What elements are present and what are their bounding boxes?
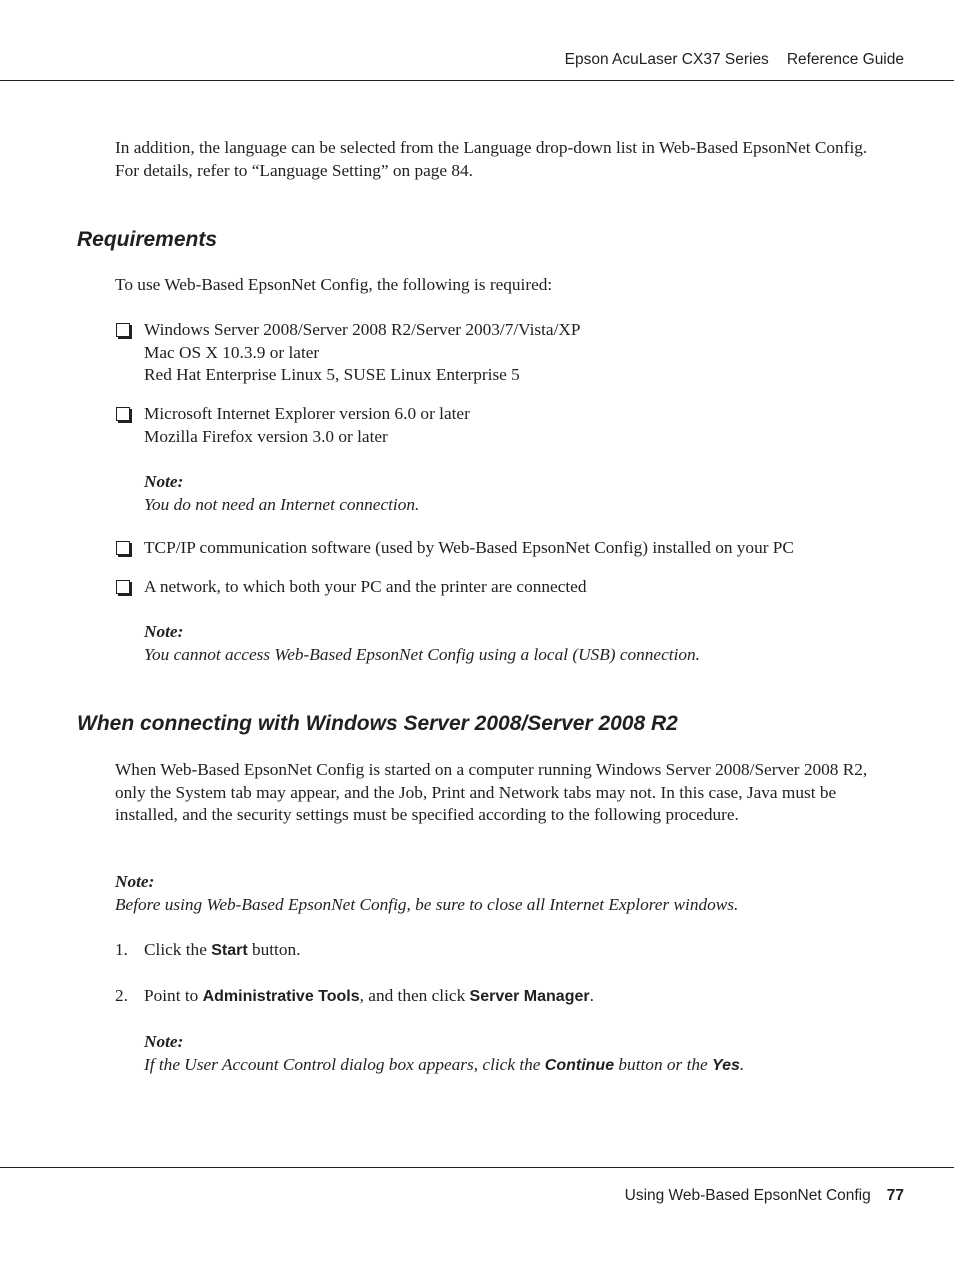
os-linux: Red Hat Enterprise Linux 5, SUSE Linux Enterprise 5 [144,365,520,384]
step-2-text [144,985,904,1009]
requirements-heading: Requirements [77,228,218,251]
footer-rule [0,1167,954,1168]
list-item: TCP/IP communication software (used by Web-Based EpsonNet Config) installed on your PC [144,538,794,557]
browser-firefox: Mozilla Firefox version 3.0 or later [144,426,388,446]
header-product: Epson AcuLaser CX37 Series [564,51,769,68]
step-text: button. [247,940,301,959]
note-text: You cannot access Web-Based EpsonNet Config using a local (USB) connection. [144,644,700,664]
list-item: A network, to which both your PC and the printer are connected [144,577,587,596]
checkbox-bullet-icon [116,580,130,594]
header-guide: Reference Guide [786,51,904,68]
running-header [565,51,904,69]
step-1-text [144,939,904,963]
note-block [144,1031,904,1077]
header-rule [0,80,954,81]
footer-section: Using Web-Based EpsonNet Config [624,1187,871,1204]
windows-server-paragraph: When Web-Based EpsonNet Config is started on a computer running Windows Server 2008/Server 2008 R2, only the System tab may appear, and the Job, Print and Network tabs may not. In this case, Java must be installed, and the security settings must be specified according to the following procedure. [115,760,868,824]
note-block [144,621,904,666]
step-text: Point to [144,986,203,1005]
os-mac: Mac OS X 10.3.9 or later [144,342,320,362]
checkbox-bullet-icon [116,323,130,337]
note-text-part: . [739,1054,745,1074]
yes-label: Yes [712,1056,740,1074]
list-item [144,403,904,448]
browser-ie: Microsoft Internet Explorer version 6.0 or later [144,404,470,423]
checkbox-bullet-icon [116,541,130,555]
step-text: , and then click [359,986,470,1005]
server-manager-label: Server Manager [469,988,590,1005]
windows-server-heading: When connecting with Windows Server 2008/Server 2008 R2 [77,712,678,735]
note-block [115,871,890,916]
list-item [144,319,904,387]
os-windows: Windows Server 2008/Server 2008 R2/Server 2003/7/Vista/XP [144,320,581,339]
note-text-part: button or the [614,1054,713,1074]
checkbox-bullet-icon [116,407,130,421]
note-label: Note: [144,1032,184,1051]
intro-paragraph: In addition, the language can be selected from the Language drop-down list in Web-Based EpsonNet Config. For details, refer to “Language Setting” on page 84. [115,138,868,180]
administrative-tools-label: Administrative Tools [202,988,360,1005]
note-label: Note: [144,622,184,641]
note-text [144,1054,904,1078]
note-block [144,471,904,516]
note-label: Note: [115,872,155,891]
note-text: You do not need an Internet connection. [144,494,420,514]
continue-label: Continue [544,1056,615,1074]
page-number: 77 [886,1187,904,1204]
start-label: Start [211,942,248,959]
step-number: 1. [115,940,128,959]
requirements-lead: To use Web-Based EpsonNet Config, the following is required: [115,275,553,294]
step-number: 2. [115,986,128,1005]
running-footer [625,1187,904,1205]
note-text: Before using Web-Based EpsonNet Config, be sure to close all Internet Explorer windows. [115,894,739,914]
note-label: Note: [144,472,184,491]
step-text: . [589,986,594,1005]
note-text-part: If the User Account Control dialog box appears, click the [144,1054,545,1074]
step-text: Click the [144,940,212,959]
